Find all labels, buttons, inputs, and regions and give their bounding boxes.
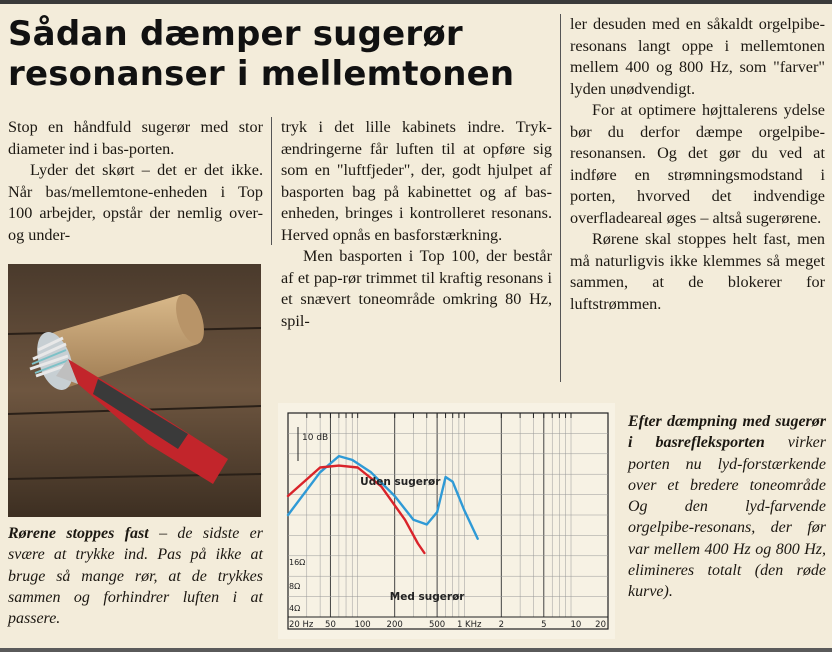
bottom-rule [0, 648, 832, 652]
frequency-response-chart [278, 403, 615, 639]
photo-straws-in-port [8, 264, 261, 517]
column-2 [281, 117, 552, 332]
col1-paragraph-1: Stop en håndfuld sugerør med stor diameter ind i bas-porten. [8, 118, 263, 158]
x-tick-label: 50 [325, 620, 336, 630]
photo-illustration [8, 264, 261, 517]
col2-paragraph-2: Men basporten i Top 100, der består af et pap-rør trimmet til kraftig resonans i et snævert toneområde omkring 80 Hz, spil- [281, 247, 552, 330]
headline [8, 14, 553, 94]
col3-paragraph-1: ler desuden med en såkaldt orgelpibe-resonans langt oppe i mellemtonen mellem 400 og 800 Hz, som "farver" lyden unødvendigt. [570, 15, 825, 98]
photo-caption-text: – de sidste er svære at trykke ind. Pas på ikke at bruge så mange rør, at de trykkes sammen og forhindrer luften i at passere. [8, 525, 264, 628]
x-tick-label: 500 [428, 620, 446, 630]
column-1 [8, 117, 263, 246]
photo-caption [8, 523, 263, 629]
series-label-uden: Uden sugerør [360, 476, 441, 488]
impedance-label: 8Ω [289, 582, 301, 591]
x-tick-label: 2 [498, 620, 505, 630]
series-label-med: Med sugerør [389, 591, 465, 603]
chart-caption [628, 411, 826, 603]
impedance-label: 16Ω [289, 558, 306, 567]
col2-paragraph-1: tryk i det lille kabinets indre. Tryk-ændringerne får luften til at opføre sig som en "luftfjeder", der, godt hjulpet af basporten bag på kabinettet og af bas-enheden, bringes i kontrolleret resonans. Herved opnås en basforstærkning. [281, 118, 552, 244]
col3-paragraph-2: For at optimere højttalerens ydelse bør du derfor dæmpe orgelpibe-resonansen. Og det gør du ved at indføre en strømningsmodstand i porten, hvorved det indvendige overfladeareal øges – altså sugerørene. [570, 101, 825, 227]
x-tick-label: 10 [570, 620, 582, 630]
x-tick-label: 20 Hz [289, 620, 314, 630]
chart-background [278, 403, 615, 639]
column-divider-2 [560, 14, 561, 382]
col1-paragraph-2: Lyder det skørt – det er det ikke. Når bas/mellemtone-enheden i Top 100 arbejder, opstår der nemlig over- og under- [8, 161, 263, 244]
x-tick-label: 20 [595, 620, 606, 630]
x-tick-label: 1 KHz [456, 620, 482, 630]
impedance-label: 4Ω [289, 604, 301, 613]
x-tick-label: 200 [386, 620, 403, 630]
top-rule [0, 0, 832, 4]
x-tick-label: 100 [354, 620, 371, 630]
photo-caption-bold: Rørene stoppes fast [8, 525, 149, 542]
x-tick-label: 5 [541, 620, 547, 630]
column-divider-1 [271, 117, 272, 245]
db-scale-label: 10 dB [302, 433, 329, 443]
column-3 [570, 14, 825, 315]
chart-caption-bold: Efter dæmpning med sugerør i basrefleksporten [628, 413, 826, 452]
chart-caption-text: virker porten nu lyd-forstærkende over et bredere toneområde Og den lyd-farvende orgelpibe-resonans, der før var mellem 400 Hz og 800 Hz, elimineres totalt (den røde kurve). [628, 434, 826, 601]
headline-line-2: resonanser i mellemtonen [8, 54, 515, 94]
headline-line-1: Sådan dæmper sugerør [8, 14, 463, 54]
col3-paragraph-3: Rørene skal stoppes helt fast, men må naturligvis ikke klemmes så meget sammen, at de blokerer for luftstrømmen. [570, 230, 825, 313]
